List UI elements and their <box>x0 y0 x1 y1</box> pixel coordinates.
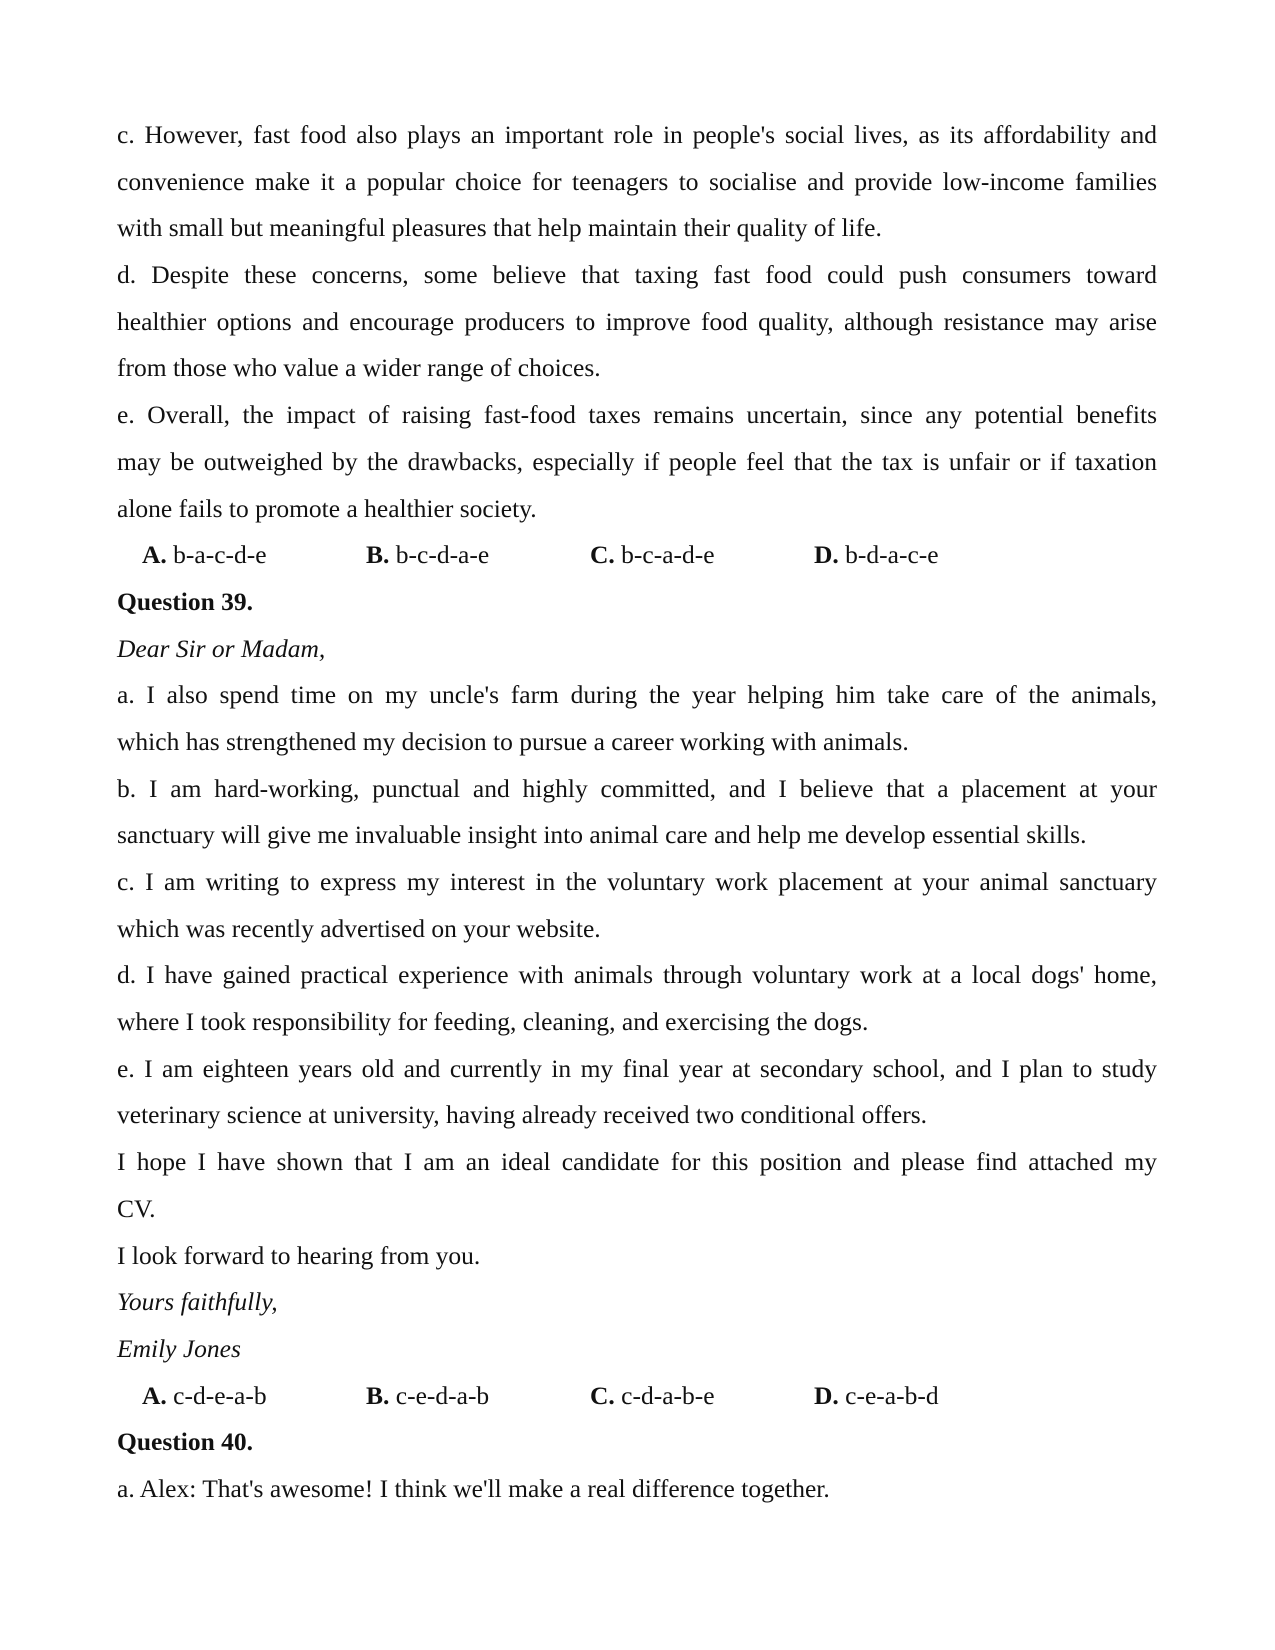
q39-item-e <box>117 1046 1157 1139</box>
document-page <box>117 112 1157 1513</box>
q39-item-b <box>117 766 1157 859</box>
q39-item-d-line-2: where I took responsibility for feeding, cleaning, and exercising the dogs. <box>117 1007 869 1037</box>
q38-option-b[interactable] <box>366 532 489 579</box>
q38-option-d[interactable] <box>814 532 939 579</box>
q39-item-e-line-1: e. I am eighteen years old and currently in my final year at secondary school, and I plan to study <box>117 1053 1157 1083</box>
q38-item-c-line-2: convenience make it a popular choice for teenagers to socialise and provide low-income families <box>117 166 1157 196</box>
q39-option-a[interactable] <box>142 1373 267 1420</box>
q39-salutation: Dear Sir or Madam, <box>117 633 326 663</box>
q40-item-a: a. Alex: That's awesome! I think we'll make a real difference together. <box>117 1473 830 1503</box>
q39-option-c[interactable] <box>590 1373 715 1420</box>
q38-item-d-line-1: d. Despite these concerns, some believe that taxing fast food could push consumers toward <box>117 260 1157 290</box>
q39-look-forward: I look forward to hearing from you. <box>117 1240 481 1270</box>
q39-option-d-text: c-e-a-b-d <box>838 1380 939 1410</box>
q38-item-c-line-1: c. However, fast food also plays an important role in people's social lives, as its affordability and <box>117 120 1157 149</box>
q39-option-a-letter: A. <box>142 1380 167 1410</box>
q39-closing <box>117 1139 1157 1232</box>
q38-option-c-text: b-c-a-d-e <box>614 540 715 570</box>
q38-option-d-text: b-d-a-c-e <box>838 540 939 570</box>
q39-item-d <box>117 952 1157 1045</box>
q38-item-d <box>117 252 1157 392</box>
q39-options <box>117 1373 1157 1420</box>
q38-item-e-line-3: alone fails to promote a healthier society. <box>117 493 537 523</box>
q39-signature-name: Emily Jones <box>117 1333 241 1363</box>
q39-option-a-text: c-d-e-a-b <box>166 1380 267 1410</box>
q38-option-d-letter: D. <box>814 540 839 570</box>
q38-option-a[interactable] <box>142 532 267 579</box>
q39-item-c-line-1: c. I am writing to express my interest in the voluntary work placement at your animal sanctuary <box>117 867 1157 896</box>
q38-option-c[interactable] <box>590 532 715 579</box>
q39-item-c-line-2: which was recently advertised on your website. <box>117 913 601 943</box>
q39-option-b-letter: B. <box>366 1380 390 1410</box>
q39-title: Question 39. <box>117 586 254 616</box>
q39-item-b-line-2: sanctuary will give me invaluable insight into animal care and help me develop essential skills. <box>117 820 1087 850</box>
q38-item-e <box>117 392 1157 532</box>
q38-item-c <box>117 112 1157 252</box>
q39-option-b[interactable] <box>366 1373 489 1420</box>
q38-option-a-text: b-a-c-d-e <box>166 540 267 570</box>
q39-option-d-letter: D. <box>814 1380 839 1410</box>
q38-item-d-line-3: from those who value a wider range of choices. <box>117 353 601 383</box>
q38-options <box>117 532 1157 579</box>
q39-option-b-text: c-e-d-a-b <box>389 1380 490 1410</box>
q38-item-e-line-2: may be outweighed by the drawbacks, especially if people feel that the tax is unfair or if taxation <box>117 446 1157 476</box>
q38-item-c-line-3: with small but meaningful pleasures that help maintain their quality of life. <box>117 213 882 243</box>
q39-item-d-line-1: d. I have gained practical experience with animals through voluntary work at a local dogs' home, <box>117 960 1157 990</box>
q38-item-e-line-1: e. Overall, the impact of raising fast-food taxes remains uncertain, since any potential benefits <box>117 400 1157 430</box>
q39-signoff: Yours faithfully, <box>117 1287 278 1317</box>
q39-closing-line-1: I hope I have shown that I am an ideal candidate for this position and please find attached my <box>117 1147 1157 1177</box>
q39-item-a-line-2: which has strengthened my decision to pursue a career working with animals. <box>117 726 909 756</box>
q38-option-c-letter: C. <box>590 540 615 570</box>
q39-option-c-text: c-d-a-b-e <box>614 1380 715 1410</box>
q39-item-a <box>117 672 1157 765</box>
q38-option-b-text: b-c-d-a-e <box>389 540 490 570</box>
q38-option-b-letter: B. <box>366 540 390 570</box>
q39-option-d[interactable] <box>814 1373 939 1420</box>
q39-item-a-line-1: a. I also spend time on my uncle's farm during the year helping him take care of the animals, <box>117 680 1157 710</box>
q39-item-b-line-1: b. I am hard-working, punctual and highly committed, and I believe that a placement at your <box>117 773 1157 803</box>
q39-option-c-letter: C. <box>590 1380 615 1410</box>
q40-title: Question 40. <box>117 1427 254 1457</box>
q39-closing-line-2: CV. <box>117 1193 156 1223</box>
q39-item-c <box>117 859 1157 952</box>
q38-option-a-letter: A. <box>142 540 167 570</box>
q38-item-d-line-2: healthier options and encourage producers to improve food quality, although resistance may arise <box>117 306 1157 336</box>
q39-item-e-line-2: veterinary science at university, having already received two conditional offers. <box>117 1100 928 1130</box>
